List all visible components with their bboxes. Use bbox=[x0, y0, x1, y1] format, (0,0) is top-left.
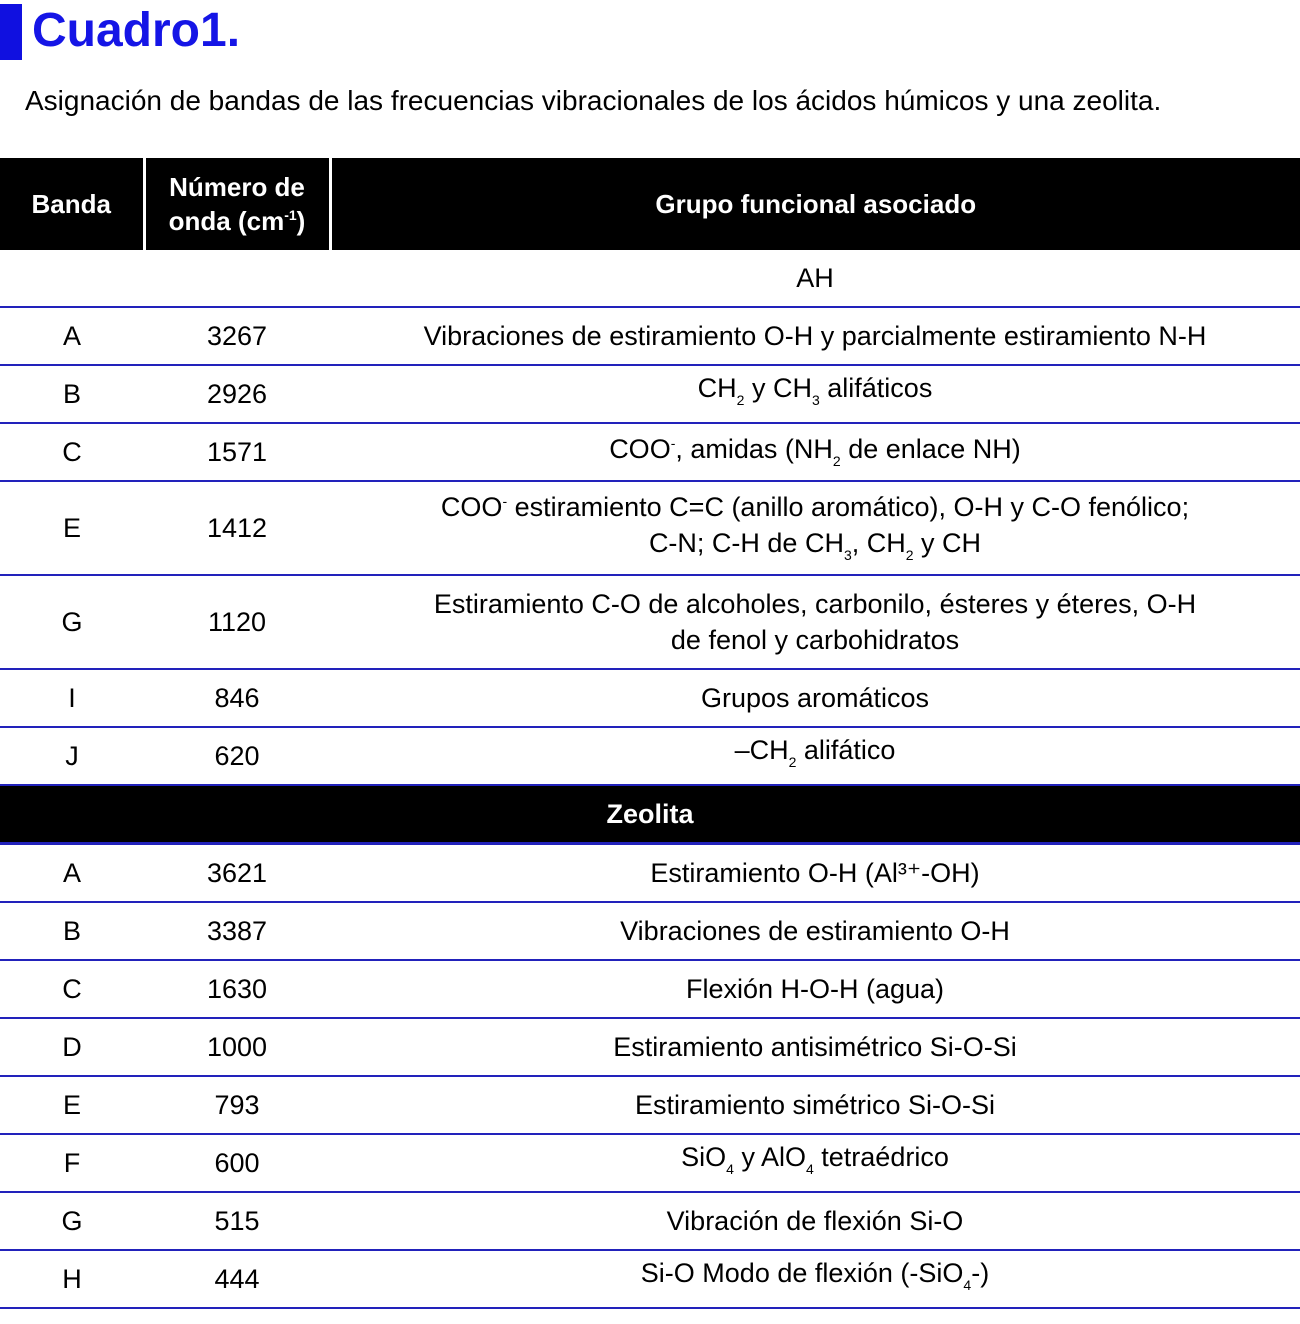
cell-banda: E bbox=[0, 1076, 144, 1134]
cell-numero: 1120 bbox=[144, 575, 330, 669]
cell-banda: G bbox=[0, 575, 144, 669]
table-row bbox=[0, 902, 1300, 960]
cell-grupo: Vibraciones de estiramiento O-H y parcialmente estiramiento N-H bbox=[330, 307, 1300, 365]
cell-grupo: $CH_2$ y $CH_3$ alifáticos bbox=[330, 365, 1300, 423]
cell-grupo: COO-, amidas ($NH_2$ de enlace NH) bbox=[330, 423, 1300, 481]
cell-grupo: COO- estiramiento C=C (anillo aromático), O-H y C-O fenólico; C-N; C-H de $CH_3$, $CH_2$ y CH bbox=[330, 481, 1300, 575]
cell-banda: I bbox=[0, 669, 144, 727]
header-grupo: Grupo funcional asociado bbox=[330, 158, 1300, 250]
header-row bbox=[0, 158, 1300, 250]
cell-grupo: Estiramiento antisimétrico Si-O-Si bbox=[330, 1018, 1300, 1076]
cell-numero: 846 bbox=[144, 669, 330, 727]
cell-grupo: Flexión H-O-H (agua) bbox=[330, 960, 1300, 1018]
table-row bbox=[0, 727, 1300, 785]
header-numero-sup: -1 bbox=[284, 207, 297, 223]
cell-numero: 3267 bbox=[144, 307, 330, 365]
cell-grupo: Estiramiento C-O de alcoholes, carbonilo, ésteres y éteres, O-H de fenol y carbohidratos bbox=[330, 575, 1300, 669]
table-row bbox=[0, 1018, 1300, 1076]
cell-numero: 1000 bbox=[144, 1018, 330, 1076]
table-row bbox=[0, 481, 1300, 575]
table-title: Cuadro1. bbox=[32, 4, 241, 57]
table-caption: Asignación de bandas de las frecuencias vibracionales de los ácidos húmicos y una zeolita. bbox=[25, 85, 1162, 116]
cell-numero: 620 bbox=[144, 727, 330, 785]
cell-banda: E bbox=[0, 481, 144, 575]
table-row bbox=[0, 960, 1300, 1018]
table-row bbox=[0, 1192, 1300, 1250]
cell-numero: 2926 bbox=[144, 365, 330, 423]
cell-grupo: Estiramiento O-H (Al³⁺-OH) bbox=[330, 844, 1300, 903]
section-row bbox=[0, 250, 1300, 307]
cell-numero: 3621 bbox=[144, 844, 330, 903]
section-label: Zeolita bbox=[0, 785, 1300, 844]
cell-grupo: $-CH_2$ alifático bbox=[330, 727, 1300, 785]
header-numero bbox=[144, 158, 330, 250]
cell-banda: A bbox=[0, 307, 144, 365]
cell-numero: 1571 bbox=[144, 423, 330, 481]
cell-grupo: Vibración de flexión Si-O bbox=[330, 1192, 1300, 1250]
header-banda: Banda bbox=[0, 158, 144, 250]
cell-banda: J bbox=[0, 727, 144, 785]
cell-banda: A bbox=[0, 844, 144, 903]
title-accent-bar bbox=[0, 4, 22, 60]
table-row bbox=[0, 307, 1300, 365]
cell-grupo: Si-O Modo de flexión (-SiO$_4$-) bbox=[330, 1250, 1300, 1308]
cell-numero: 1630 bbox=[144, 960, 330, 1018]
table-row bbox=[0, 844, 1300, 903]
table-row bbox=[0, 365, 1300, 423]
cell-banda: B bbox=[0, 902, 144, 960]
cell-banda: G bbox=[0, 1192, 144, 1250]
cell-banda: F bbox=[0, 1134, 144, 1192]
cell-banda: C bbox=[0, 960, 144, 1018]
title-block bbox=[0, 0, 600, 62]
cell-numero: 793 bbox=[144, 1076, 330, 1134]
cell-banda: C bbox=[0, 423, 144, 481]
table-row bbox=[0, 1250, 1300, 1308]
cell-numero: 3387 bbox=[144, 902, 330, 960]
bands-table bbox=[0, 158, 1300, 1309]
table-row bbox=[0, 575, 1300, 669]
header-numero-close: ) bbox=[296, 206, 306, 236]
table-row bbox=[0, 423, 1300, 481]
table-row bbox=[0, 669, 1300, 727]
cell-numero: 515 bbox=[144, 1192, 330, 1250]
cell-banda: H bbox=[0, 1250, 144, 1308]
cell-banda: D bbox=[0, 1018, 144, 1076]
cell-numero: 600 bbox=[144, 1134, 330, 1192]
section-label: AH bbox=[330, 250, 1300, 307]
cell-numero: 444 bbox=[144, 1250, 330, 1308]
header-numero-text: Número de onda (cm bbox=[168, 172, 305, 236]
section-row bbox=[0, 785, 1300, 844]
cell-banda: B bbox=[0, 365, 144, 423]
table-body bbox=[0, 250, 1300, 1308]
table-row bbox=[0, 1076, 1300, 1134]
table-row bbox=[0, 1134, 1300, 1192]
cell-grupo: SiO$_4$ y AlO$_4$ tetraédrico bbox=[330, 1134, 1300, 1192]
section-empty-cell bbox=[144, 250, 330, 307]
cell-numero: 1412 bbox=[144, 481, 330, 575]
cell-grupo: Grupos aromáticos bbox=[330, 669, 1300, 727]
cell-grupo: Vibraciones de estiramiento O-H bbox=[330, 902, 1300, 960]
cell-grupo: Estiramiento simétrico Si-O-Si bbox=[330, 1076, 1300, 1134]
section-empty-cell bbox=[0, 250, 144, 307]
